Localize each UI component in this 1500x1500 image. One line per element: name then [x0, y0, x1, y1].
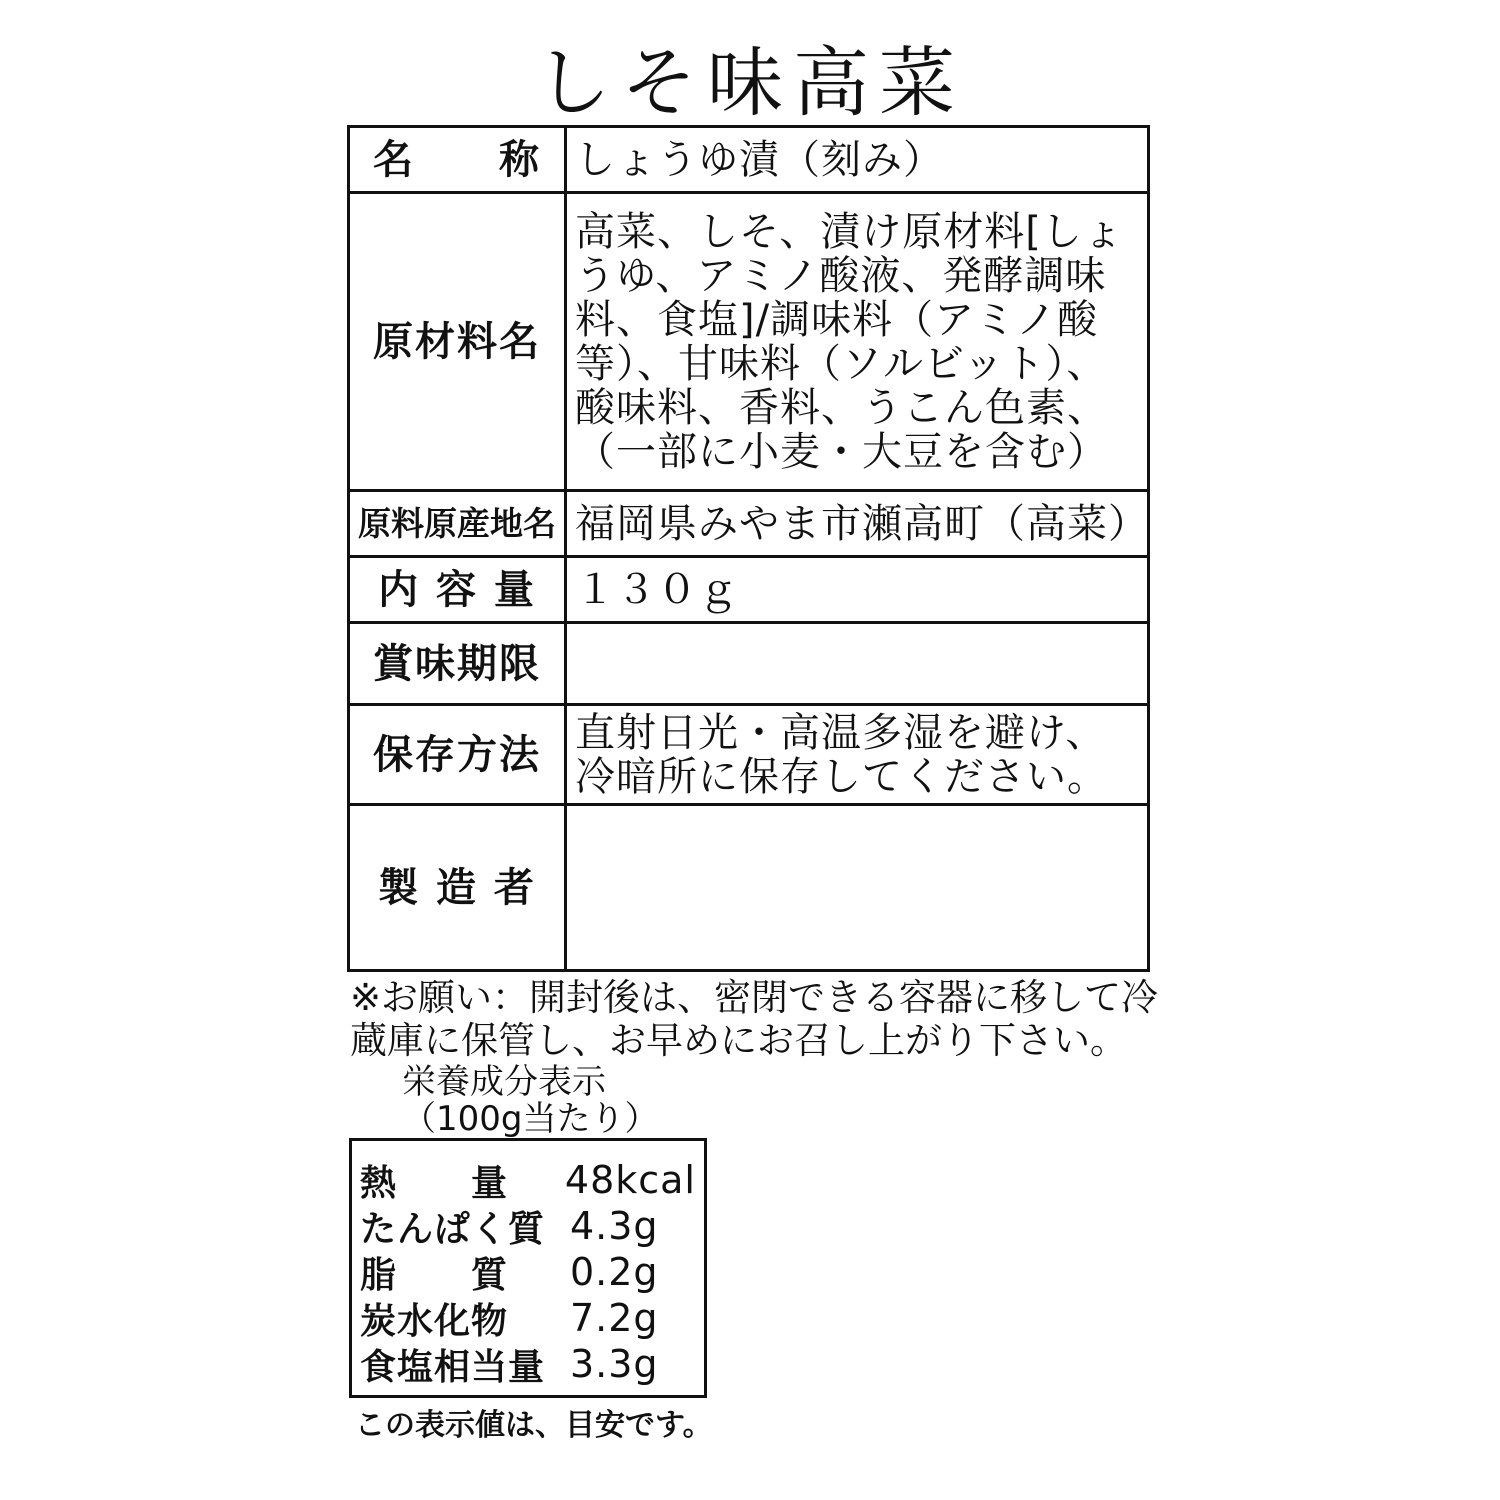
label-value: しょうゆ漬（刻み） [566, 127, 1149, 193]
label-row-storage [349, 705, 1149, 805]
label-row-origin [349, 491, 1149, 557]
nutrition-disclaimer: この表示値は、目安です。 [355, 1408, 713, 1443]
nutrition-value: 48kcal [564, 1158, 696, 1202]
nutrition-key: 炭水化物 [360, 1300, 509, 1342]
label-row-ingredients [349, 193, 1149, 491]
nutrition-value: 7.2g [570, 1296, 659, 1340]
label-key: 賞味期限 [349, 623, 566, 705]
label-key: 製 造 者 [349, 805, 566, 971]
label-key: 名 称 [349, 127, 566, 193]
label-row-name [349, 127, 1149, 193]
nutrition-subtitle: （100g当たり） [402, 1099, 659, 1139]
nutrition-row-protein [360, 1203, 696, 1249]
label-row-best-before [349, 623, 1149, 705]
label-row-quantity [349, 557, 1149, 623]
label-value: 福岡県みやま市瀬高町（高菜） [566, 491, 1149, 557]
nutrition-key: たんぱく質 [360, 1208, 546, 1250]
nutrition-value: 4.3g [570, 1204, 659, 1248]
label-value: 直射日光・高温多湿を避け、冷暗所に保存してください。 [566, 705, 1149, 805]
storage-note: ※お願い：開封後は、密閉できる容器に移して冷蔵庫に保管し、お早めにお召し上がり下さい。 [350, 976, 1159, 1062]
nutrition-key: 食塩相当量 [360, 1346, 546, 1388]
product-title: しそ味高菜 [535, 38, 965, 127]
nutrition-row-energy [360, 1157, 696, 1203]
label-value: １３０ｇ [566, 557, 1149, 623]
nutrition-row-carbohydrate [360, 1295, 696, 1341]
label-key: 内 容 量 [349, 557, 566, 623]
nutrition-table [349, 1138, 707, 1398]
label-value [566, 805, 1149, 971]
nutrition-value: 3.3g [570, 1342, 659, 1386]
nutrition-value: 0.2g [570, 1250, 659, 1294]
nutrition-row-fat [360, 1249, 696, 1295]
nutrition-key: 脂 質 [360, 1254, 509, 1296]
food-label-table [347, 125, 1150, 972]
nutrition-title: 栄養成分表示 [402, 1062, 606, 1102]
label-value: 高菜、しそ、漬け原材料[しょうゆ、アミノ酸液、発酵調味料、食塩]/調味料（アミノ酸等）、甘味料（ソルビット）、酸味料、香料、うこん色素、（一部に小麦・大豆を含む） [566, 193, 1149, 491]
label-row-manufacturer [349, 805, 1149, 971]
label-key: 原料原産地名 [349, 491, 566, 557]
label-key: 保存方法 [349, 705, 566, 805]
label-key: 原材料名 [349, 193, 566, 491]
nutrition-row-salt [360, 1341, 696, 1387]
label-value [566, 623, 1149, 705]
nutrition-key: 熱 量 [360, 1162, 509, 1204]
